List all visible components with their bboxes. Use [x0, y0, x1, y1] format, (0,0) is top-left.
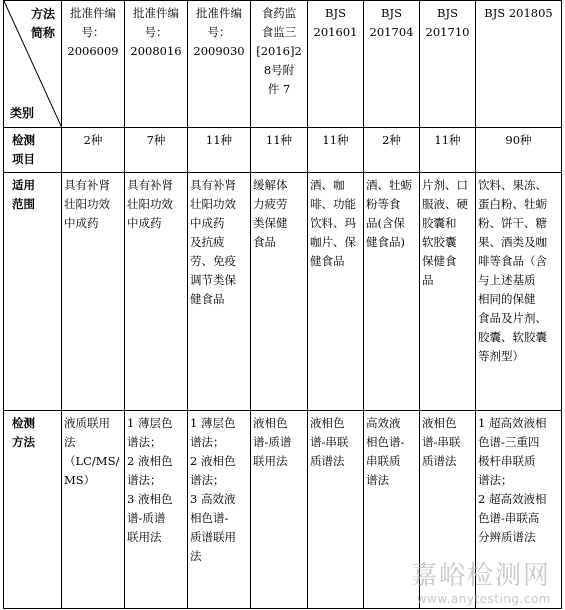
- row-scope: [4, 173, 562, 411]
- cell-line: 谱-串联: [422, 435, 461, 449]
- cell-line: 保健食: [422, 254, 457, 268]
- cell-line: 酒、牡蛎: [366, 178, 412, 192]
- cell-line: 饮料、玛: [310, 216, 356, 230]
- row-label: [4, 128, 62, 173]
- cell-line: 质谱联用: [190, 530, 236, 544]
- cell-line: 中成药: [190, 216, 225, 230]
- cell-line: 类保健: [253, 216, 288, 230]
- cell-line: 201710: [425, 25, 470, 39]
- cell-line: [2016]2: [256, 44, 302, 58]
- cell-line: 90种: [505, 133, 532, 147]
- row-test-items: [4, 128, 562, 173]
- cell-line: 及抗疲: [190, 235, 225, 249]
- cell-line: 8号附: [263, 63, 295, 77]
- cell-line: 2009030: [193, 44, 245, 58]
- cell-line: 液质联用: [64, 416, 110, 430]
- cell-line: 批准件编: [196, 6, 242, 20]
- cell-line: 项目: [12, 152, 35, 166]
- table-cell: [125, 173, 188, 411]
- cell-line: 咖片、保: [310, 235, 356, 249]
- cell-line: 谱法；: [190, 473, 225, 487]
- header-corner-cell: [4, 1, 62, 128]
- table-cell: [125, 128, 188, 173]
- header-col: [251, 1, 308, 128]
- table-cell: [476, 173, 562, 411]
- cell-line: 具有补肾: [127, 178, 173, 192]
- cell-line: 谱法: [366, 473, 389, 487]
- cell-line: 食药监: [261, 6, 297, 20]
- row-label: [4, 411, 62, 609]
- cell-line: 液相色: [310, 416, 345, 430]
- cell-line: 啡、功能: [310, 197, 356, 211]
- cell-line: 力疲劳: [253, 197, 288, 211]
- table-cell: [476, 411, 562, 609]
- table-cell: [420, 128, 476, 173]
- cell-line: 201601: [313, 25, 358, 39]
- cell-line: 饮料、果冻、: [478, 178, 547, 192]
- cell-line: 健食品: [190, 292, 225, 306]
- cell-line: 品(含保: [366, 216, 405, 230]
- cell-line: 2种: [382, 133, 401, 147]
- cell-line: 谱法；: [190, 435, 225, 449]
- cell-line: 7种: [146, 133, 166, 147]
- cell-line: 具有补肾: [190, 178, 236, 192]
- watermark-url: www.anytesting.com: [416, 592, 551, 606]
- cell-line: 3 高效液: [190, 492, 236, 506]
- cell-line: 谱法；: [478, 473, 513, 487]
- table-cell: [251, 173, 308, 411]
- cell-line: 法: [190, 549, 202, 563]
- cell-line: （LC/MS/: [64, 454, 120, 468]
- cell-line: 2006009: [67, 44, 119, 58]
- table-cell: [62, 411, 125, 609]
- cell-line: 品: [422, 273, 434, 287]
- table-cell: [125, 411, 188, 609]
- cell-line: 1 薄层色: [127, 416, 173, 430]
- cell-line: 2 超高效液相: [478, 492, 547, 506]
- cell-line: 酒、咖: [310, 178, 345, 192]
- cell-line: 号：: [144, 25, 168, 39]
- table-cell: [308, 128, 364, 173]
- cell-line: 色谱-串联高: [478, 511, 540, 525]
- cell-line: 检测: [12, 416, 35, 430]
- cell-line: 与上述基质: [478, 273, 536, 287]
- cell-line: 2 液相色: [190, 454, 236, 468]
- cell-line: 食监三: [261, 25, 297, 39]
- cell-line: 11种: [205, 133, 233, 147]
- cell-line: 2种: [83, 133, 103, 147]
- method-short-name-label: 方法 简称: [30, 7, 55, 40]
- cell-line: 调节类保: [190, 273, 236, 287]
- cell-line: 分辨质谱法: [478, 530, 536, 544]
- cell-line: 检测: [12, 133, 35, 147]
- cell-line: BJS: [381, 6, 402, 20]
- cell-line: 201704: [369, 25, 414, 39]
- table-cell: [364, 128, 420, 173]
- cell-line: 粉、饼干、糖: [478, 216, 547, 230]
- cell-line: 法: [64, 435, 76, 449]
- table-cell: [251, 128, 308, 173]
- cell-line: 3 液相色: [127, 492, 173, 506]
- cell-line: 中成药: [64, 216, 99, 230]
- cell-line: 粉等食: [366, 197, 401, 211]
- table-cell: [364, 411, 420, 609]
- cell-line: 2 液相色: [127, 454, 173, 468]
- table-cell: [62, 128, 125, 173]
- table-cell: [364, 173, 420, 411]
- cell-line: 谱-质谱: [127, 511, 166, 525]
- category-label: 类别: [10, 106, 35, 120]
- cell-line: 联用法: [127, 530, 162, 544]
- cell-line: 胶囊和: [422, 216, 457, 230]
- cell-line: 批准件编: [70, 6, 116, 20]
- row-test-method: [4, 411, 562, 609]
- table-cell: [251, 411, 308, 609]
- cell-line: 果、酒类及咖: [478, 235, 547, 249]
- table-cell: [188, 128, 251, 173]
- cell-line: 11种: [265, 133, 293, 147]
- table-cell: [308, 411, 364, 609]
- cell-line: 质谱法: [310, 454, 345, 468]
- cell-line: 壮阳功效: [190, 197, 236, 211]
- cell-line: 极杆串联质: [478, 454, 536, 468]
- cell-line: 壮阳功效: [127, 197, 173, 211]
- cell-line: BJS 201805: [484, 6, 553, 20]
- watermark-text: 嘉峪检测网: [410, 561, 551, 591]
- table-cell: [188, 411, 251, 609]
- table-cell: [420, 173, 476, 411]
- cell-line: 液相色: [422, 416, 457, 430]
- cell-line: 具有补肾: [64, 178, 110, 192]
- cell-line: 等剂型）: [478, 349, 524, 363]
- cell-line: 谱法；: [127, 435, 162, 449]
- cell-line: 11种: [322, 133, 349, 147]
- cell-line: 1 超高效液相: [478, 416, 547, 430]
- cell-line: 食品: [253, 235, 276, 249]
- cell-line: 健食品): [366, 235, 405, 249]
- cell-line: 蛋白粉、牡蛎: [478, 197, 547, 211]
- cell-line: 中成药: [127, 216, 162, 230]
- cell-line: 色谱-三重四: [478, 435, 540, 449]
- cell-line: 液相色: [253, 416, 288, 430]
- cell-line: 1 薄层色: [190, 416, 236, 430]
- cell-line: 相色谱-: [366, 435, 405, 449]
- cell-line: 胶囊、软胶囊: [478, 330, 547, 344]
- cell-line: 方法: [12, 435, 35, 449]
- cell-line: 串联质: [366, 454, 401, 468]
- cell-line: 片剂、口: [422, 178, 468, 192]
- table-cell: [188, 173, 251, 411]
- cell-line: 啡等食品（含: [478, 254, 547, 268]
- header-row: [4, 1, 562, 128]
- table-cell: [420, 411, 476, 609]
- cell-line: BJS: [325, 6, 346, 20]
- header-col: [188, 1, 251, 128]
- cell-line: 相同的保健: [478, 292, 536, 306]
- cell-line: 谱法；: [127, 473, 162, 487]
- cell-line: 劳、免疫: [190, 254, 236, 268]
- cell-line: 适用: [12, 178, 35, 192]
- header-col: [364, 1, 420, 128]
- cell-line: 件 7: [267, 82, 291, 96]
- cell-line: 软胶囊: [422, 235, 457, 249]
- row-label: [4, 173, 62, 411]
- cell-line: 质谱法: [422, 454, 457, 468]
- cell-line: MS）: [64, 473, 96, 487]
- table-cell: [62, 173, 125, 411]
- cell-line: 高效液: [366, 416, 401, 430]
- cell-line: 联用法: [253, 454, 288, 468]
- cell-line: 食品及片剂、: [478, 311, 547, 325]
- cell-line: 2008016: [130, 44, 182, 58]
- header-col: [420, 1, 476, 128]
- cell-line: 号：: [81, 25, 105, 39]
- cell-line: 11种: [434, 133, 461, 147]
- cell-line: 范围: [12, 197, 35, 211]
- table-cell: [308, 173, 364, 411]
- table-cell: [476, 128, 562, 173]
- cell-line: 服液、硬: [422, 197, 468, 211]
- cell-line: 批准件编: [133, 6, 179, 20]
- header-col: [476, 1, 562, 128]
- cell-line: 壮阳功效: [64, 197, 110, 211]
- cell-line: BJS: [437, 6, 458, 20]
- cell-line: 谱-串联: [310, 435, 349, 449]
- cell-line: 健食品: [310, 254, 345, 268]
- cell-line: 谱-质谱: [253, 435, 292, 449]
- standards-comparison-table: [3, 0, 562, 609]
- cell-line: 号：: [207, 25, 231, 39]
- cell-line: 相色谱-: [190, 511, 229, 525]
- cell-line: 缓解体: [253, 178, 288, 192]
- header-col: [125, 1, 188, 128]
- header-col: [62, 1, 125, 128]
- header-col: [308, 1, 364, 128]
